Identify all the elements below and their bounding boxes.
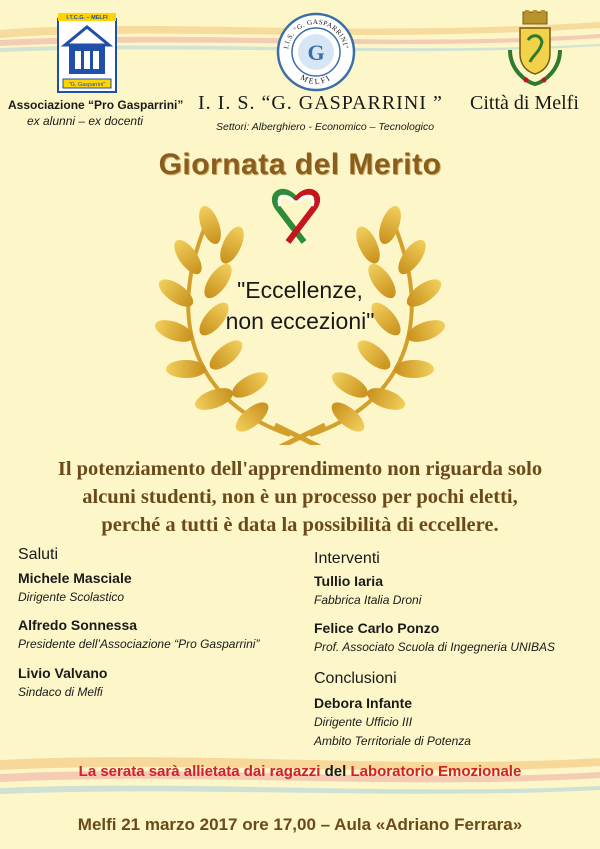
school-sectors: Settori: Alberghiero - Economico – Tecnologico	[216, 121, 435, 133]
mission-statement	[0, 455, 600, 539]
conclusioni-speaker-name: Debora Infante	[314, 695, 413, 711]
school-seal-ring-top: I.I.S. "G. GASPARRINI"	[282, 17, 350, 50]
saluti-heading: Saluti	[18, 546, 59, 563]
city-coat-of-arms-icon	[506, 10, 564, 88]
saluti-speaker-1-name: Michele Masciale	[18, 570, 132, 586]
interventi-speaker-2-role: Prof. Associato Scuola di Ingegneria UNIBAS	[314, 640, 556, 654]
interventi-speaker-1-role: Fabbrica Italia Droni	[314, 593, 422, 607]
saluti-speaker-3-name: Livio Valvano	[18, 665, 108, 681]
statement-line-2: alcuni studenti, non è un processo per pochi eletti,	[82, 486, 518, 508]
statement-line-1: Il potenziamento dell'apprendimento non riguarda solo	[57, 458, 543, 480]
school-seal-letter: G	[307, 40, 325, 65]
note-part-1: La serata sarà allietata dai ragazzi	[78, 763, 321, 780]
motto-line-1: "Eccellenze,	[237, 277, 363, 303]
motto-line-2: non eccezioni"	[225, 308, 375, 334]
interventi-heading: Interventi	[314, 550, 380, 567]
association-name: Associazione “Pro Gasparrini”	[8, 98, 184, 112]
school-seal-ring-bottom: MELFI	[299, 72, 333, 87]
tricolor-ribbon-icon	[264, 186, 328, 246]
conclusioni-heading: Conclusioni	[314, 670, 397, 687]
school-name: I. I. S. “G. GASPARRINI ”	[198, 92, 443, 114]
association-subtitle: ex alunni – ex docenti	[27, 114, 144, 128]
event-motto	[190, 275, 410, 337]
event-title: Giornata del Merito	[158, 148, 442, 181]
event-date-location: Melfi 21 marzo 2017 ore 17,00 – Aula «Adriano Ferrara»	[77, 815, 523, 834]
saluti-speaker-3-role: Sindaco di Melfi	[18, 685, 103, 699]
conclusioni-speaker-role-2: Ambito Territoriale di Potenza	[314, 734, 471, 748]
saluti-speaker-2-role: Presidente dell’Associazione “Pro Gasparrini”	[18, 637, 260, 651]
saluti-speaker-1-role: Dirigente Scolastico	[18, 590, 125, 604]
association-logo-bottom-text: "G. Gasparrini"	[68, 82, 106, 88]
entertainment-note	[0, 763, 600, 780]
interventi-speaker-1-name: Tullio Iaria	[314, 573, 383, 589]
interventi-speaker-2-name: Felice Carlo Ponzo	[314, 620, 440, 636]
statement-line-3: perché a tutti è data la possibilità di eccellere.	[101, 514, 499, 536]
note-part-3: Laboratorio Emozionale	[350, 763, 522, 780]
saluti-speaker-2-name: Alfredo Sonnessa	[18, 617, 138, 633]
association-logo-top-text: I.T.C.G. – MELFI	[66, 15, 108, 21]
city-name: Città di Melfi	[470, 92, 579, 114]
association-logo-icon	[57, 13, 117, 93]
note-part-2: del	[320, 763, 351, 780]
conclusioni-speaker-role-1: Dirigente Ufficio III	[314, 715, 413, 729]
school-seal-icon	[276, 12, 356, 92]
